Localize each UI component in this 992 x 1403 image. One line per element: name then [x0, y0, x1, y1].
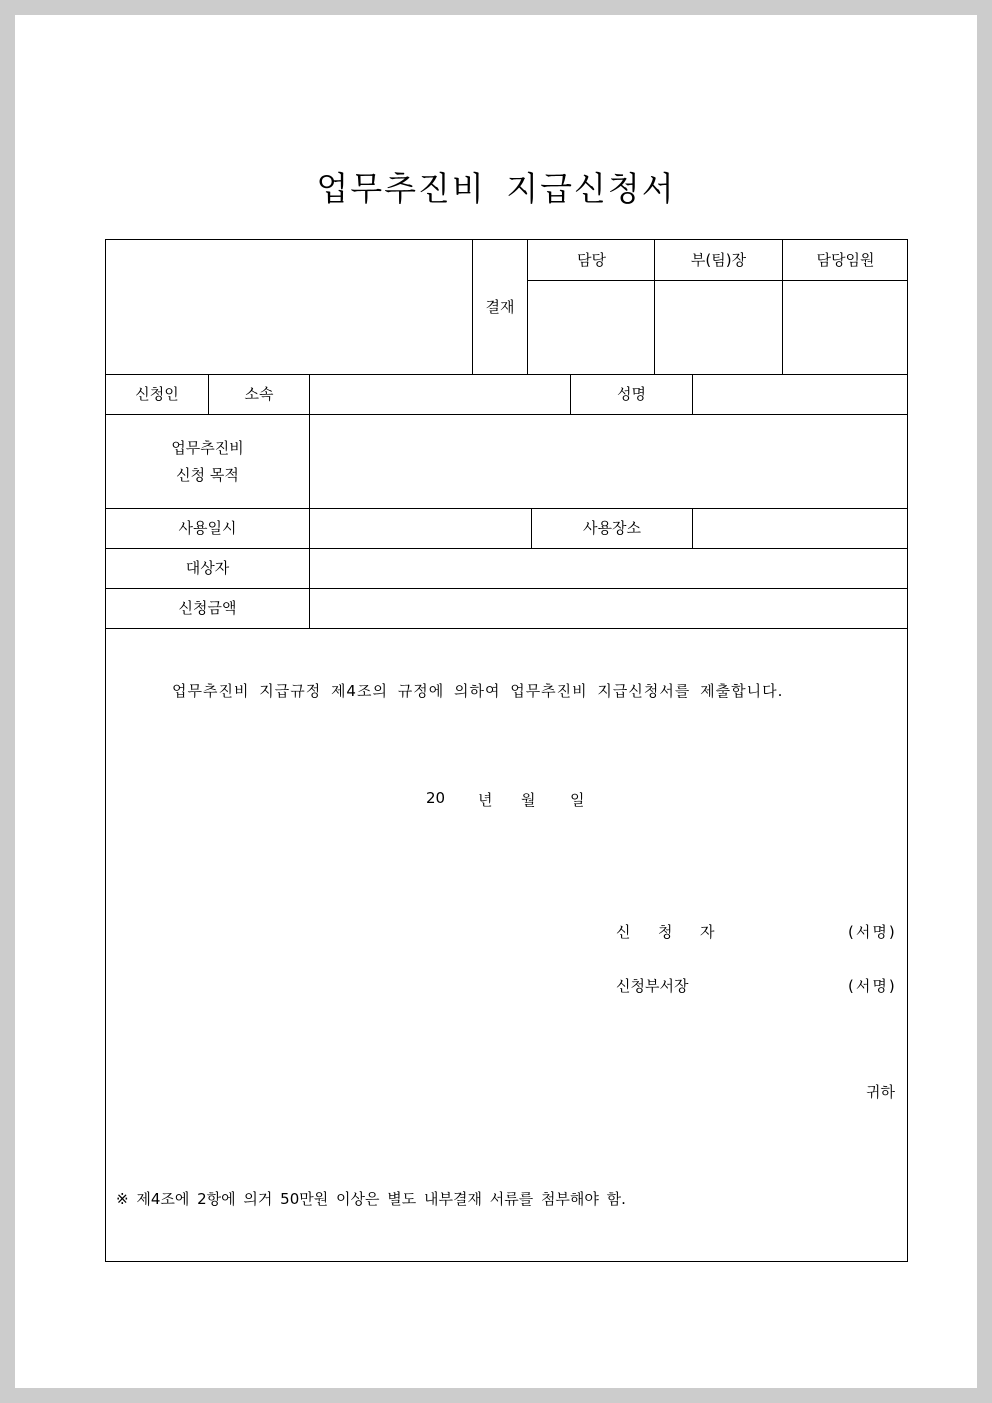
amount-field[interactable] [310, 589, 908, 628]
approval-sign-executive[interactable] [783, 281, 908, 374]
name-field[interactable] [693, 375, 908, 414]
page-title: 업무추진비 지급신청서 [316, 169, 676, 208]
date-day-label: 일 [570, 791, 585, 809]
approval-header-executive: 담당임원 [816, 250, 875, 269]
submission-statement: 업무추진비 지급규정 제4조의 규정에 의하여 업무추진비 지급신청서를 제출합니다. [172, 682, 784, 700]
target-label: 대상자 [185, 559, 230, 577]
usage-datetime-field[interactable] [310, 509, 531, 548]
footnote: ※ 제4조에 2항에 의거 50만원 이상은 별도 내부결재 서류를 첨부해야 함. [116, 1190, 626, 1208]
date-year-prefix: 20 [426, 789, 446, 807]
applicant-blank-area [106, 240, 472, 374]
target-field[interactable] [310, 549, 908, 588]
approval-label: 결재 [485, 297, 515, 316]
affiliation-field[interactable] [310, 375, 570, 414]
signature-applicant-role: 신 청 자 [616, 923, 721, 941]
approval-header-manager: 담당 [577, 250, 606, 269]
applicant-label: 신청인 [135, 385, 179, 403]
signature-dept-head-sign[interactable]: (서명) [848, 977, 897, 995]
date-month-label: 월 [521, 791, 536, 809]
usage-place-field[interactable] [693, 509, 908, 548]
signature-applicant-sign[interactable]: (서명) [848, 923, 897, 941]
addressee: 귀하 [866, 1083, 895, 1101]
affiliation-label: 소속 [244, 385, 274, 403]
purpose-field[interactable] [310, 415, 908, 508]
approval-sign-team-lead[interactable] [655, 281, 782, 374]
approval-sign-manager[interactable] [528, 281, 654, 374]
usage-datetime-label: 사용일시 [178, 519, 237, 537]
amount-label: 신청금액 [178, 599, 237, 617]
application-form [105, 239, 908, 1262]
purpose-label-line2: 신청 목적 [176, 465, 239, 484]
signature-dept-head-role: 신청부서장 [616, 977, 689, 995]
date-year-label: 년 [478, 791, 493, 809]
purpose-label-line1: 업무추진비 [171, 438, 244, 457]
document-page [15, 15, 977, 1388]
purpose-label [106, 415, 309, 508]
usage-place-label: 사용장소 [583, 519, 641, 537]
approval-header-team-lead: 부(팀)장 [690, 250, 747, 269]
name-label: 성명 [617, 385, 646, 403]
